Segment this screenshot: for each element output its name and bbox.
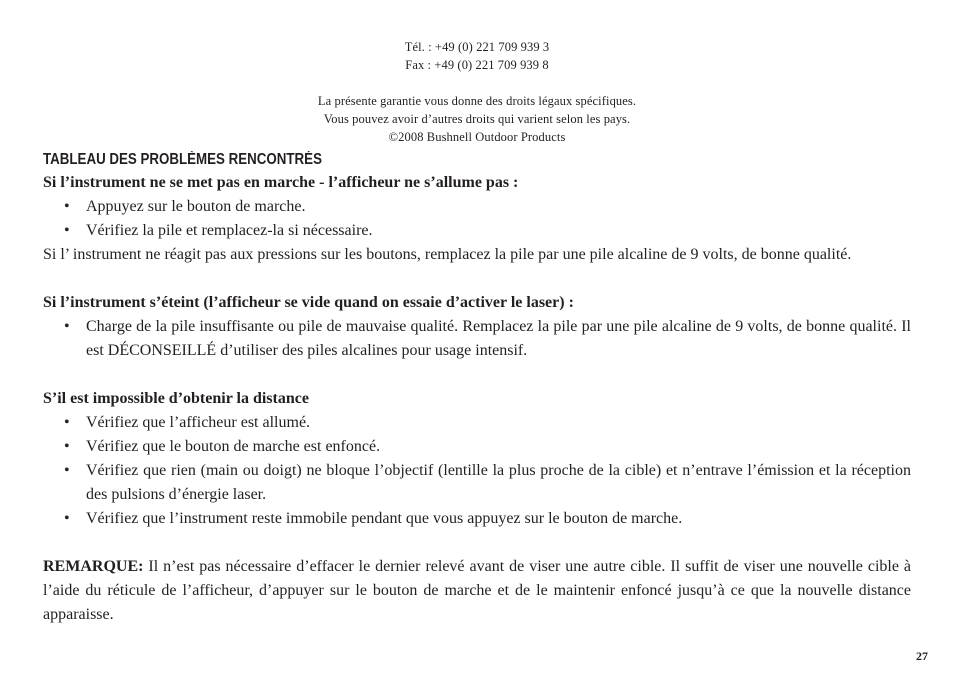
list-item-text: Vérifiez que rien (main ou doigt) ne bloque l’objectif (lentille la plus proche de la cible) et n’entrave l’émission et la réception des pulsions d’énergie laser. (86, 462, 911, 503)
list-item (43, 195, 911, 219)
copyright-line: ©2008 Bushnell Outdoor Products (388, 130, 566, 144)
spacer (43, 363, 911, 387)
problem-3-list (43, 411, 911, 531)
bullet-glyph: • (64, 414, 70, 431)
bullet-glyph: • (64, 510, 70, 527)
warranty-line-1: La présente garantie vous donne des droits légaux spécifiques. (317, 94, 637, 108)
note-text: Il n’est pas nécessaire d’effacer le dernier relevé avant de viser une autre cible. Il suffit de viser une nouvelle cible à l’aide du réticule de l’afficheur, d’appuyer sur le bouton de marche et de le maintenir enfoncé jusqu’à ce que la nouvelle distance apparaisse. (43, 558, 912, 623)
problem-1-list (43, 195, 911, 243)
list-item-text: Vérifiez que l’afficheur est allumé. (86, 414, 311, 431)
list-item-text: Charge de la pile insuffisante ou pile de mauvaise qualité. Remplacez la pile par une pile alcaline de 9 volts, de bonne qualité. Il est DÉCONSEILLÉ d’utiliser des piles alcalines pour usage intensif. (86, 318, 911, 359)
list-item-text: Vérifiez la pile et remplacez-la si nécessaire. (86, 222, 373, 239)
note-paragraph (43, 555, 911, 627)
problem-3-heading: S’il est impossible d’obtenir la distance (43, 390, 309, 407)
list-item (43, 411, 911, 435)
bullet-glyph: • (64, 462, 70, 479)
page-number: 27 (916, 649, 928, 663)
note-label: REMARQUE: (43, 558, 144, 575)
list-item (43, 219, 911, 243)
problem-1-heading: Si l’instrument ne se met pas en marche - l’afficheur ne s’allume pas : (43, 174, 519, 191)
list-item (43, 507, 911, 531)
problem-2-heading: Si l’instrument s’éteint (l’afficheur se vide quand on essaie d’activer le laser) : (43, 294, 574, 311)
telephone-line: Tél. : +49 (0) 221 709 939 3 (404, 40, 550, 54)
spacer (43, 531, 911, 555)
troubleshooting-content (43, 147, 911, 627)
warranty-line-2: Vous pouvez avoir d’autres droits qui varient selon les pays. (323, 112, 631, 126)
list-item-text: Vérifiez que le bouton de marche est enfoncé. (86, 438, 381, 455)
bullet-glyph: • (64, 318, 70, 335)
problem-1-paragraph: Si l’ instrument ne réagit pas aux pressions sur les boutons, remplacez la pile par une pile alcaline de 9 volts, de bonne qualité. (43, 246, 852, 263)
fax-line: Fax : +49 (0) 221 709 939 8 (405, 58, 549, 72)
section-title: TABLEAU DES PROBLÈMES RENCONTRÉS (43, 151, 322, 168)
spacer (43, 267, 911, 291)
warranty-notice (0, 92, 954, 146)
list-item (43, 435, 911, 459)
bullet-glyph: • (64, 438, 70, 455)
contact-info (0, 38, 954, 74)
bullet-glyph: • (64, 222, 70, 239)
list-item (43, 459, 911, 507)
bullet-glyph: • (64, 198, 70, 215)
list-item-text: Vérifiez que l’instrument reste immobile pendant que vous appuyez sur le bouton de marche. (86, 510, 683, 527)
problem-2-list (43, 315, 911, 363)
list-item-text: Appuyez sur le bouton de marche. (86, 198, 306, 215)
list-item (43, 315, 911, 363)
